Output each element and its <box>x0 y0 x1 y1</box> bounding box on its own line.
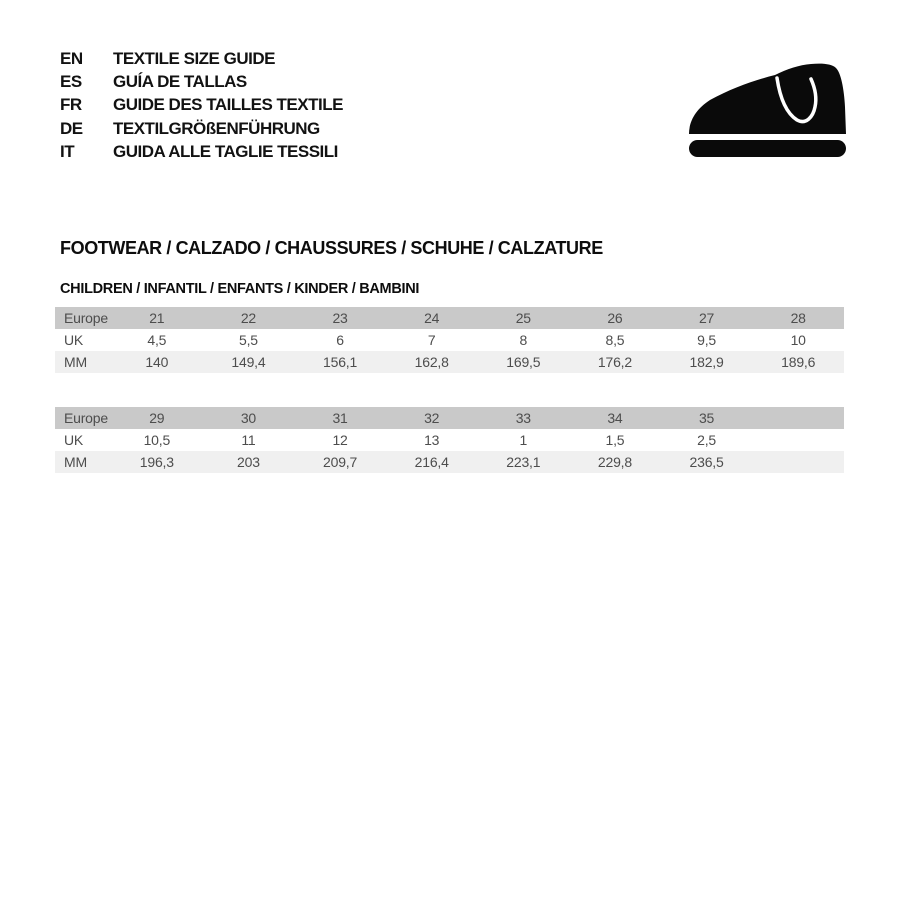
table-row-mm <box>55 451 844 473</box>
size-cell: 140 <box>111 351 203 373</box>
size-cell: 149,4 <box>203 351 295 373</box>
size-cell: 13 <box>386 429 478 451</box>
row-label: UK <box>55 429 111 451</box>
size-cell: 23 <box>294 307 386 329</box>
size-cell: 10 <box>752 329 844 351</box>
row-label: Europe <box>55 307 111 329</box>
size-cell: 156,1 <box>294 351 386 373</box>
size-cell: 22 <box>203 307 295 329</box>
size-cell: 203 <box>203 451 295 473</box>
size-cell: 176,2 <box>569 351 661 373</box>
size-cell: 21 <box>111 307 203 329</box>
language-code: FR <box>60 95 82 115</box>
size-cell: 4,5 <box>111 329 203 351</box>
children-shoe-icon <box>687 62 848 157</box>
language-label: GUÍA DE TALLAS <box>113 71 247 91</box>
size-cell <box>752 429 844 451</box>
language-row-en <box>60 47 343 70</box>
section-title: FOOTWEAR / CALZADO / CHAUSSURES / SCHUHE / CALZATURE <box>60 238 603 258</box>
size-cell <box>752 407 844 429</box>
language-label: TEXTILE SIZE GUIDE <box>113 48 275 68</box>
size-cell: 26 <box>569 307 661 329</box>
size-cell: 216,4 <box>386 451 478 473</box>
size-cell: 209,7 <box>294 451 386 473</box>
table-row-uk <box>55 329 844 351</box>
size-cell: 32 <box>386 407 478 429</box>
size-cell: 189,6 <box>752 351 844 373</box>
size-cell: 29 <box>111 407 203 429</box>
size-cell: 12 <box>294 429 386 451</box>
language-row-fr <box>60 94 343 117</box>
size-cell: 10,5 <box>111 429 203 451</box>
size-cell: 27 <box>661 307 753 329</box>
language-code: DE <box>60 118 83 138</box>
size-cell: 5,5 <box>203 329 295 351</box>
size-cell: 35 <box>661 407 753 429</box>
table-row-europe <box>55 307 844 329</box>
language-row-es <box>60 70 343 93</box>
size-cell: 11 <box>203 429 295 451</box>
language-label: GUIDA ALLE TAGLIE TESSILI <box>113 141 338 161</box>
size-cell: 229,8 <box>569 451 661 473</box>
size-cell: 2,5 <box>661 429 753 451</box>
size-cell: 31 <box>294 407 386 429</box>
size-cell <box>752 451 844 473</box>
language-row-de <box>60 117 343 140</box>
size-cell: 9,5 <box>661 329 753 351</box>
row-label: UK <box>55 329 111 351</box>
row-label: MM <box>55 351 111 373</box>
table-row-uk <box>55 429 844 451</box>
section-subtitle: CHILDREN / INFANTIL / ENFANTS / KINDER / BAMBINI <box>60 281 420 297</box>
size-cell: 6 <box>294 329 386 351</box>
size-cell: 30 <box>203 407 295 429</box>
size-cell: 1,5 <box>569 429 661 451</box>
language-label: TEXTILGRÖßENFÜHRUNG <box>113 118 320 138</box>
size-cell: 223,1 <box>478 451 570 473</box>
table-row-mm <box>55 351 844 373</box>
row-label: Europe <box>55 407 111 429</box>
table-row-europe <box>55 407 844 429</box>
size-cell: 34 <box>569 407 661 429</box>
size-cell: 25 <box>478 307 570 329</box>
language-list <box>60 47 343 163</box>
size-table-1 <box>55 307 844 373</box>
size-cell: 169,5 <box>478 351 570 373</box>
language-code: ES <box>60 71 82 91</box>
size-table-2 <box>55 407 844 473</box>
size-cell: 8,5 <box>569 329 661 351</box>
size-cell: 8 <box>478 329 570 351</box>
size-cell: 162,8 <box>386 351 478 373</box>
row-label: MM <box>55 451 111 473</box>
size-cell: 236,5 <box>661 451 753 473</box>
language-label: GUIDE DES TAILLES TEXTILE <box>113 95 343 115</box>
size-cell: 24 <box>386 307 478 329</box>
language-row-it <box>60 140 343 163</box>
size-cell: 182,9 <box>661 351 753 373</box>
size-cell: 28 <box>752 307 844 329</box>
language-code: EN <box>60 48 83 68</box>
language-code: IT <box>60 141 75 161</box>
size-cell: 7 <box>386 329 478 351</box>
size-cell: 196,3 <box>111 451 203 473</box>
size-cell: 33 <box>478 407 570 429</box>
size-cell: 1 <box>478 429 570 451</box>
